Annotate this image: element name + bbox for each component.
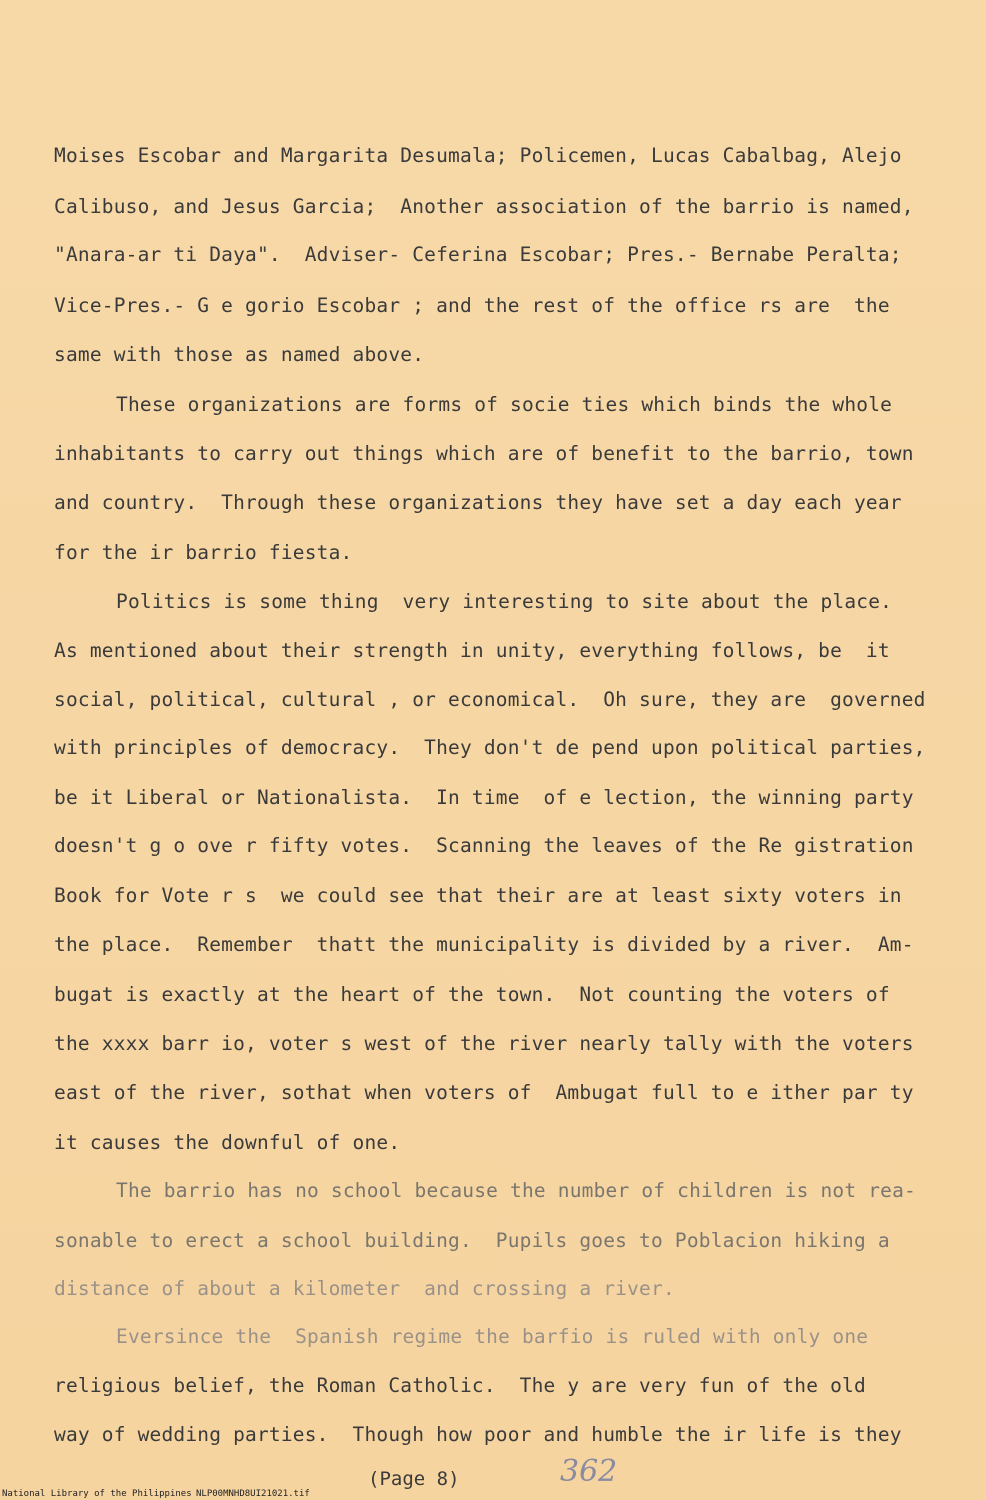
text-line: distance of about a kilometer and crossing a river.	[54, 1277, 675, 1300]
text-line: for the ir barrio fiesta.	[54, 541, 353, 564]
library-footer: National Library of the Philippines	[2, 1489, 192, 1499]
text-line: bugat is exactly at the heart of the town. Not counting the voters of	[54, 983, 890, 1006]
text-line: As mentioned about their strength in unity, everything follows, be it	[54, 639, 890, 662]
text-line: These organizations are forms of socie ties which binds the whole	[116, 393, 893, 416]
page-number: (Page 8)	[368, 1468, 460, 1490]
file-name-footer: NLP00MNHD8UI21021.tif	[196, 1489, 310, 1499]
text-line: Calibuso, and Jesus Garcia; Another association of the barrio is named,	[54, 195, 914, 218]
text-line: "Anara-ar ti Daya". Adviser- Ceferina Escobar; Pres.- Bernabe Peralta;	[54, 243, 902, 266]
text-line: same with those as named above.	[54, 343, 425, 366]
text-line: inhabitants to carry out things which are of benefit to the barrio, town	[54, 442, 914, 465]
text-line: social, political, cultural , or economical. Oh sure, they are governed	[54, 688, 926, 711]
text-line: The barrio has no school because the number of children is not rea-	[116, 1179, 916, 1202]
text-line: Moises Escobar and Margarita Desumala; Policemen, Lucas Cabalbag, Alejo	[54, 144, 902, 167]
text-line: religious belief, the Roman Catholic. The y are very fun of the old	[54, 1374, 866, 1397]
text-line: Eversince the Spanish regime the barfio is ruled with only one	[116, 1325, 869, 1348]
text-line: sonable to erect a school building. Pupils goes to Poblacion hiking a	[54, 1229, 890, 1252]
text-line: Politics is some thing very interesting to site about the place.	[116, 590, 893, 613]
text-line: the place. Remember thatt the municipality is divided by a river. Am-	[54, 933, 914, 956]
text-line: doesn't g o ove r fifty votes. Scanning the leaves of the Re gistration	[54, 834, 914, 857]
handwritten-number: 362	[560, 1454, 618, 1489]
text-line: the xxxx barr io, voter s west of the river nearly tally with the voters	[54, 1032, 914, 1055]
text-line: east of the river, sothat when voters of Ambugat full to e ither par ty	[54, 1081, 914, 1104]
text-line: and country. Through these organizations they have set a day each year	[54, 491, 902, 514]
text-line: with principles of democracy. They don't de pend upon political parties,	[54, 736, 926, 759]
text-line: be it Liberal or Nationalista. In time of e lection, the winning party	[54, 786, 914, 809]
text-line: Vice-Pres.- G e gorio Escobar ; and the rest of the office rs are the	[54, 294, 890, 317]
text-line: way of wedding parties. Though how poor and humble the ir life is they	[54, 1423, 902, 1446]
text-line: it causes the downful of one.	[54, 1131, 401, 1154]
text-line: Book for Vote r s we could see that their are at least sixty voters in	[54, 884, 902, 907]
